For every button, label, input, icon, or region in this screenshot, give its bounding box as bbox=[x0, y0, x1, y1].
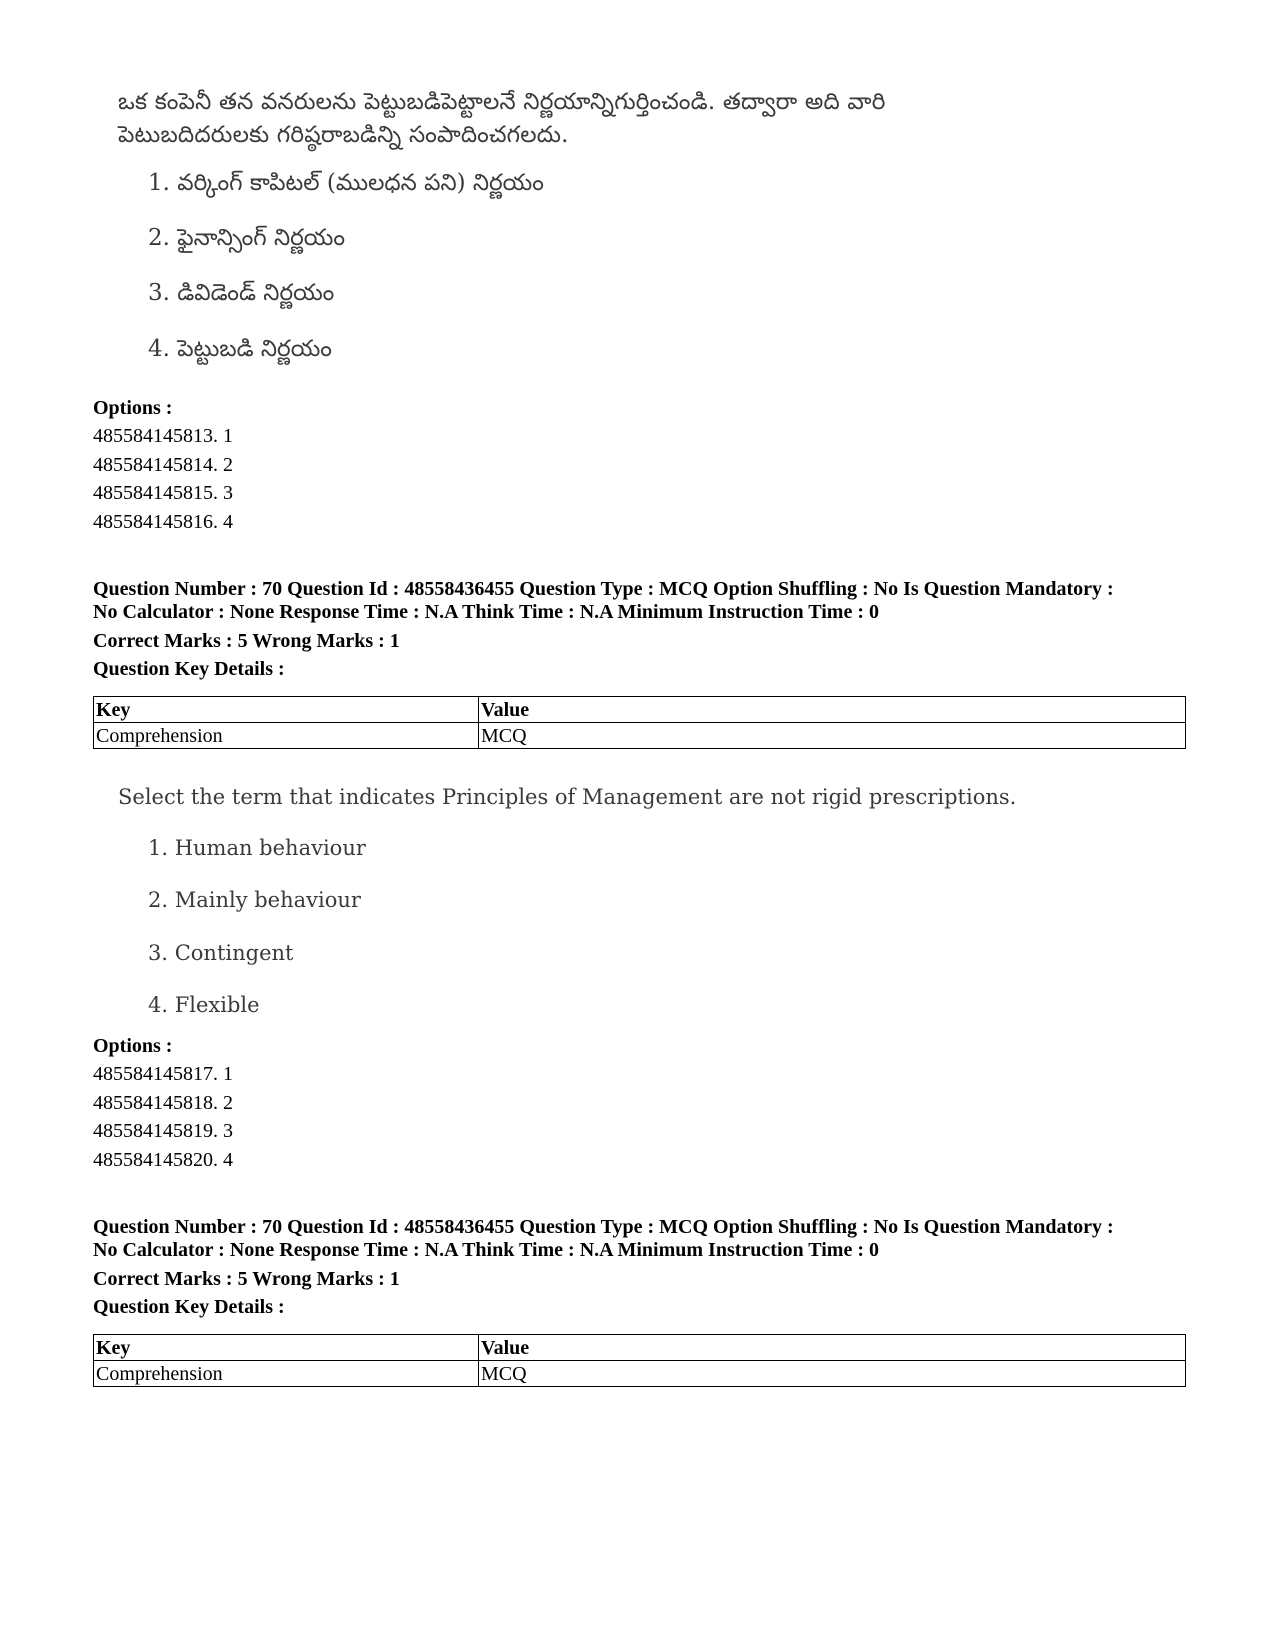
option-2: 485584145818. 2 bbox=[93, 1091, 233, 1114]
option-4: 485584145816. 4 bbox=[93, 510, 233, 533]
option-2: 485584145814. 2 bbox=[93, 453, 233, 476]
key-details-label: Question Key Details : bbox=[93, 658, 285, 680]
choice-1: 1. Human behaviour bbox=[148, 836, 366, 860]
choice-1: 1. వర్కింగ్ కాపిటల్ (ములధన పని) నిర్ణయం bbox=[148, 170, 544, 196]
options-label: Options : bbox=[93, 397, 173, 419]
question-meta-line-2: No Calculator : None Response Time : N.A Think Time : N.A Minimum Instruction Time : 0 bbox=[93, 601, 879, 623]
table-header-value: Value bbox=[479, 1335, 1186, 1361]
table-header-key: Key bbox=[94, 1335, 479, 1361]
key-details-table bbox=[93, 1334, 1186, 1387]
option-3: 485584145819. 3 bbox=[93, 1120, 233, 1142]
option-1: 485584145813. 1 bbox=[93, 425, 233, 447]
choice-2: 2. Mainly behaviour bbox=[148, 888, 361, 912]
table-cell-key: Comprehension bbox=[94, 723, 479, 749]
table-header-value: Value bbox=[479, 697, 1186, 723]
question-meta-line-1: Question Number : 70 Question Id : 48558436455 Question Type : MCQ Option Shuffling : No Is Question Mandatory : bbox=[93, 578, 1114, 600]
choice-3: 3. Contingent bbox=[148, 941, 294, 965]
question-70-image bbox=[118, 783, 1038, 1017]
question-meta-line-2: No Calculator : None Response Time : N.A Think Time : N.A Minimum Instruction Time : 0 bbox=[93, 1239, 879, 1261]
question-meta-line-1: Question Number : 70 Question Id : 48558436455 Question Type : MCQ Option Shuffling : No Is Question Mandatory : bbox=[93, 1216, 1114, 1238]
table-cell-value: MCQ bbox=[479, 723, 1186, 749]
choice-4: 4. Flexible bbox=[148, 993, 260, 1017]
question-stem: ఒక కంపెనీ తన వనరులను పెట్టుబడిపెట్టాలనే నిర్ణయాన్నిగుర్తించండి. తద్వారా అది వారి పెటుబదిదరులకు గరిష్ఠరాబడిన్ని సంపాదించగలదు. bbox=[118, 89, 886, 148]
table-header-row bbox=[94, 697, 1186, 723]
table-row bbox=[94, 723, 1186, 749]
key-details-table bbox=[93, 696, 1186, 749]
table-header-key: Key bbox=[94, 697, 479, 723]
marks-line: Correct Marks : 5 Wrong Marks : 1 bbox=[93, 1268, 400, 1290]
key-details-label: Question Key Details : bbox=[93, 1296, 285, 1318]
table-cell-key: Comprehension bbox=[94, 1361, 479, 1387]
options-label: Options : bbox=[93, 1035, 173, 1057]
choice-3: 3. డివిడెండ్ నిర్ణయం bbox=[148, 280, 335, 306]
options-block-q69 bbox=[93, 394, 1193, 536]
choice-4: 4. పెట్టుబడి నిర్ణయం bbox=[148, 336, 332, 362]
marks-line: Correct Marks : 5 Wrong Marks : 1 bbox=[93, 630, 400, 652]
question-meta-70a bbox=[93, 578, 1193, 683]
choice-2: 2. ఫైనాన్సింగ్ నిర్ణయం bbox=[148, 225, 346, 251]
option-1: 485584145817. 1 bbox=[93, 1063, 233, 1085]
question-69-image bbox=[118, 86, 1038, 362]
table-row bbox=[94, 1361, 1186, 1387]
options-block-q70 bbox=[93, 1032, 1193, 1174]
question-meta-70b bbox=[93, 1216, 1193, 1321]
option-4: 485584145820. 4 bbox=[93, 1148, 233, 1171]
question-stem: Select the term that indicates Principles of Management are not rigid prescriptions. bbox=[118, 785, 1017, 809]
option-3: 485584145815. 3 bbox=[93, 482, 233, 504]
table-header-row bbox=[94, 1335, 1186, 1361]
table-cell-value: MCQ bbox=[479, 1361, 1186, 1387]
